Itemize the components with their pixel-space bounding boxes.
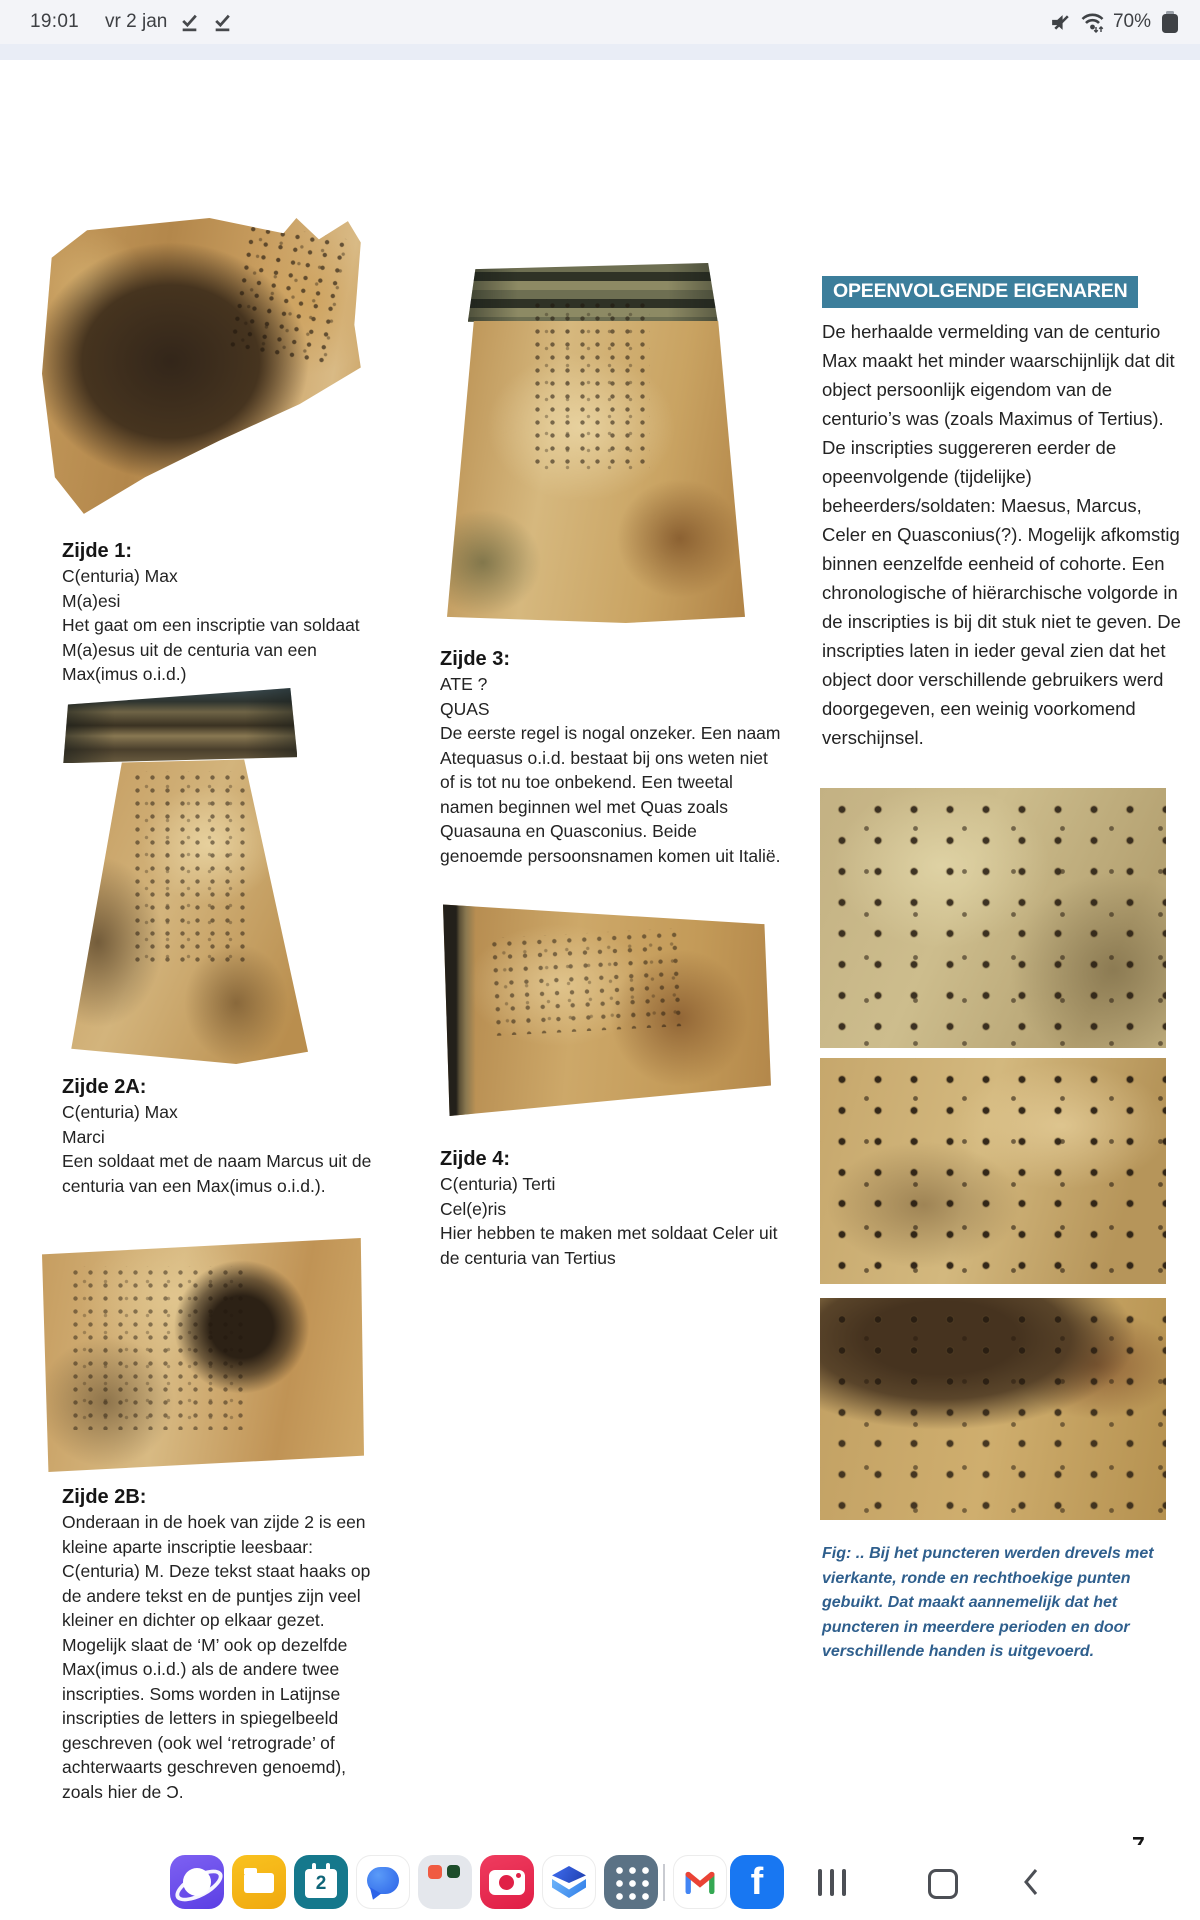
back-button[interactable] bbox=[1022, 1867, 1040, 1902]
artifact-side1-photo bbox=[42, 215, 364, 520]
back-chevron-icon bbox=[1022, 1867, 1040, 1897]
section-owners bbox=[822, 276, 1188, 752]
inscription-line: C(enturia) Max bbox=[62, 1102, 178, 1122]
punch-dots-texture bbox=[486, 928, 688, 1036]
samsung-internet-icon[interactable] bbox=[170, 1855, 224, 1909]
taskbar bbox=[0, 1845, 1200, 1920]
dots-grid-glyph bbox=[613, 1864, 650, 1901]
artifact-side3-photo bbox=[447, 263, 745, 623]
camera-icon[interactable] bbox=[480, 1855, 534, 1909]
battery-icon bbox=[1158, 9, 1182, 35]
gmail-icon[interactable] bbox=[673, 1855, 727, 1909]
recents-bar bbox=[842, 1869, 846, 1896]
section-body: De eerste regel is nogal onzeker. Een naam Atequasus o.i.d. bestaat bij ons weten niet of is tot nu toe onbekend. Een tweetal namen beginnen wel met Quas zoals Quasauna en Quasconius. Beide genoemde persoonsnamen komen uit Italië. bbox=[440, 723, 781, 866]
recents-bar bbox=[818, 1869, 822, 1896]
section-title: Zijde 4: bbox=[440, 1148, 511, 1170]
section-body: Een soldaat met de naam Marcus uit de centuria van een Max(imus o.i.d.). bbox=[62, 1151, 372, 1196]
calendar-day-label: 2 bbox=[305, 1869, 337, 1898]
punch-dots-texture bbox=[820, 1058, 1166, 1284]
section-title: Zijde 3: bbox=[440, 648, 511, 670]
samsung-notes-icon[interactable] bbox=[542, 1855, 596, 1909]
viewer-toolbar-strip bbox=[0, 44, 1200, 60]
app-folder-icon[interactable] bbox=[418, 1855, 472, 1909]
mute-icon bbox=[1049, 11, 1072, 34]
messages-icon[interactable] bbox=[356, 1855, 410, 1909]
recents-bar bbox=[830, 1869, 834, 1896]
status-left bbox=[30, 11, 233, 33]
section-title: Zijde 2A: bbox=[62, 1076, 147, 1098]
section-zijde3 bbox=[440, 646, 782, 868]
inscription-line: Marci bbox=[62, 1126, 105, 1147]
inscription-line: Cel(e)ris bbox=[440, 1198, 507, 1219]
figure-caption: Fig: .. Bij het puncteren werden drevels met vierkante, ronde en rechthoekige punten gebuikt. Dat maakt aannemelijk dat het puncteren in meerdere perioden en door verschillende handen is uitgevoerd. bbox=[822, 1545, 1154, 1660]
section-body: De herhaalde vermelding van de centurio Max maakt het minder waarschijnlijk dat dit object persoonlijk eigendom van de centurio’s was (zoals Maximus of Tertius). De inscripties suggereren eerder de opeenvolgende (tijdelijke) beheerders/soldaten: Maesus, Marcus, Celer en Quasconius(?). Mogelijk afkomstig binnen eenzelfde eenheid of cohorte. Een chronologische of hiërarchische volgorde in de inscripties is bij dit stuk niet te geven. De inscripties laten in ieder geval zien dat het object door verschillende gebruikers werd doorgegeven, een weinig voorkomend verschijnsel. bbox=[822, 321, 1181, 748]
document-page bbox=[0, 60, 1200, 1845]
inscription-line: C(enturia) Terti bbox=[440, 1174, 556, 1194]
download-check-icon bbox=[212, 12, 233, 33]
section-header-badge: OPEENVOLGENDE EIGENAREN bbox=[822, 276, 1138, 308]
mini-app-glyph bbox=[428, 1865, 442, 1879]
my-files-icon[interactable] bbox=[232, 1855, 286, 1909]
download-check-icon bbox=[179, 12, 200, 33]
inscription-line: ATE ? bbox=[440, 674, 488, 694]
punch-dots-texture bbox=[68, 1266, 245, 1430]
home-button[interactable] bbox=[928, 1869, 958, 1899]
inscription-line: QUAS bbox=[440, 698, 490, 719]
clock: 19:01 bbox=[30, 11, 80, 32]
section-zijde1 bbox=[62, 538, 384, 687]
recents-button[interactable] bbox=[818, 1869, 846, 1896]
artifact-side4-photo bbox=[443, 898, 771, 1116]
mini-app-glyph bbox=[447, 1865, 460, 1878]
date: vr 2 jan bbox=[105, 11, 168, 32]
facebook-f-glyph: f bbox=[750, 1861, 764, 1903]
section-body: Het gaat om een inscriptie van soldaat M(a)esus uit de centuria van een Max(imus o.i.d.) bbox=[62, 615, 360, 684]
punchmark-closeup-3 bbox=[820, 1298, 1166, 1520]
gmail-m-glyph bbox=[685, 1870, 715, 1894]
section-body: Onderaan in de hoek van zijde 2 is een kleine aparte inscriptie leesbaar: C(enturia) M. Deze tekst staat haaks op de andere tekst en de puntjes zijn veel kleiner en dichter op elkaar gezet. Mogelijk slaat de ‘M’ ook op dezelfde Max(imus o.i.d.) als de andere twee inscripties. Soms worden in Latijnse inscripties de letters in spiegelbeeld geschreven (ook wel ‘retrograde’ of achterwaarts geschreven genoemd), zoals hier de Ɔ. bbox=[62, 1512, 371, 1802]
punchmark-closeup-2 bbox=[820, 1058, 1166, 1284]
punch-dots-texture bbox=[820, 1298, 1166, 1520]
punch-dots-texture bbox=[130, 771, 250, 967]
section-zijde2b bbox=[62, 1484, 390, 1804]
section-zijde2a bbox=[62, 1074, 384, 1198]
punch-dots-texture bbox=[820, 788, 1166, 1048]
notes-glyph bbox=[552, 1866, 586, 1883]
side2-closeup-photo bbox=[42, 1238, 364, 1472]
section-body: Hier hebben te maken met soldaat Celer uit de centuria van Tertius bbox=[440, 1223, 778, 1268]
section-zijde4 bbox=[440, 1146, 782, 1270]
chat-bubble-glyph bbox=[367, 1867, 399, 1894]
taskbar-divider bbox=[663, 1864, 665, 1901]
apps-grid-icon[interactable] bbox=[604, 1855, 658, 1909]
punchmark-closeup-1 bbox=[820, 788, 1166, 1048]
battery-percentage: 70% bbox=[1112, 11, 1151, 32]
wifi-icon bbox=[1079, 10, 1106, 34]
status-bar bbox=[0, 0, 1200, 44]
calendar-icon[interactable] bbox=[294, 1855, 348, 1909]
photo-texture bbox=[63, 688, 297, 763]
camera-body-glyph bbox=[489, 1870, 525, 1895]
punch-dots-texture bbox=[225, 222, 355, 367]
folder-glyph bbox=[244, 1873, 274, 1893]
punch-dots-texture bbox=[530, 299, 649, 472]
artifact-side2-photo bbox=[50, 688, 316, 1064]
inscription-line: M(a)esi bbox=[62, 590, 121, 611]
inscription-line: C(enturia) Max bbox=[62, 566, 178, 586]
status-right bbox=[1049, 9, 1182, 35]
section-title: Zijde 1: bbox=[62, 540, 133, 562]
section-title: Zijde 2B: bbox=[62, 1486, 147, 1508]
facebook-icon[interactable] bbox=[730, 1855, 784, 1909]
